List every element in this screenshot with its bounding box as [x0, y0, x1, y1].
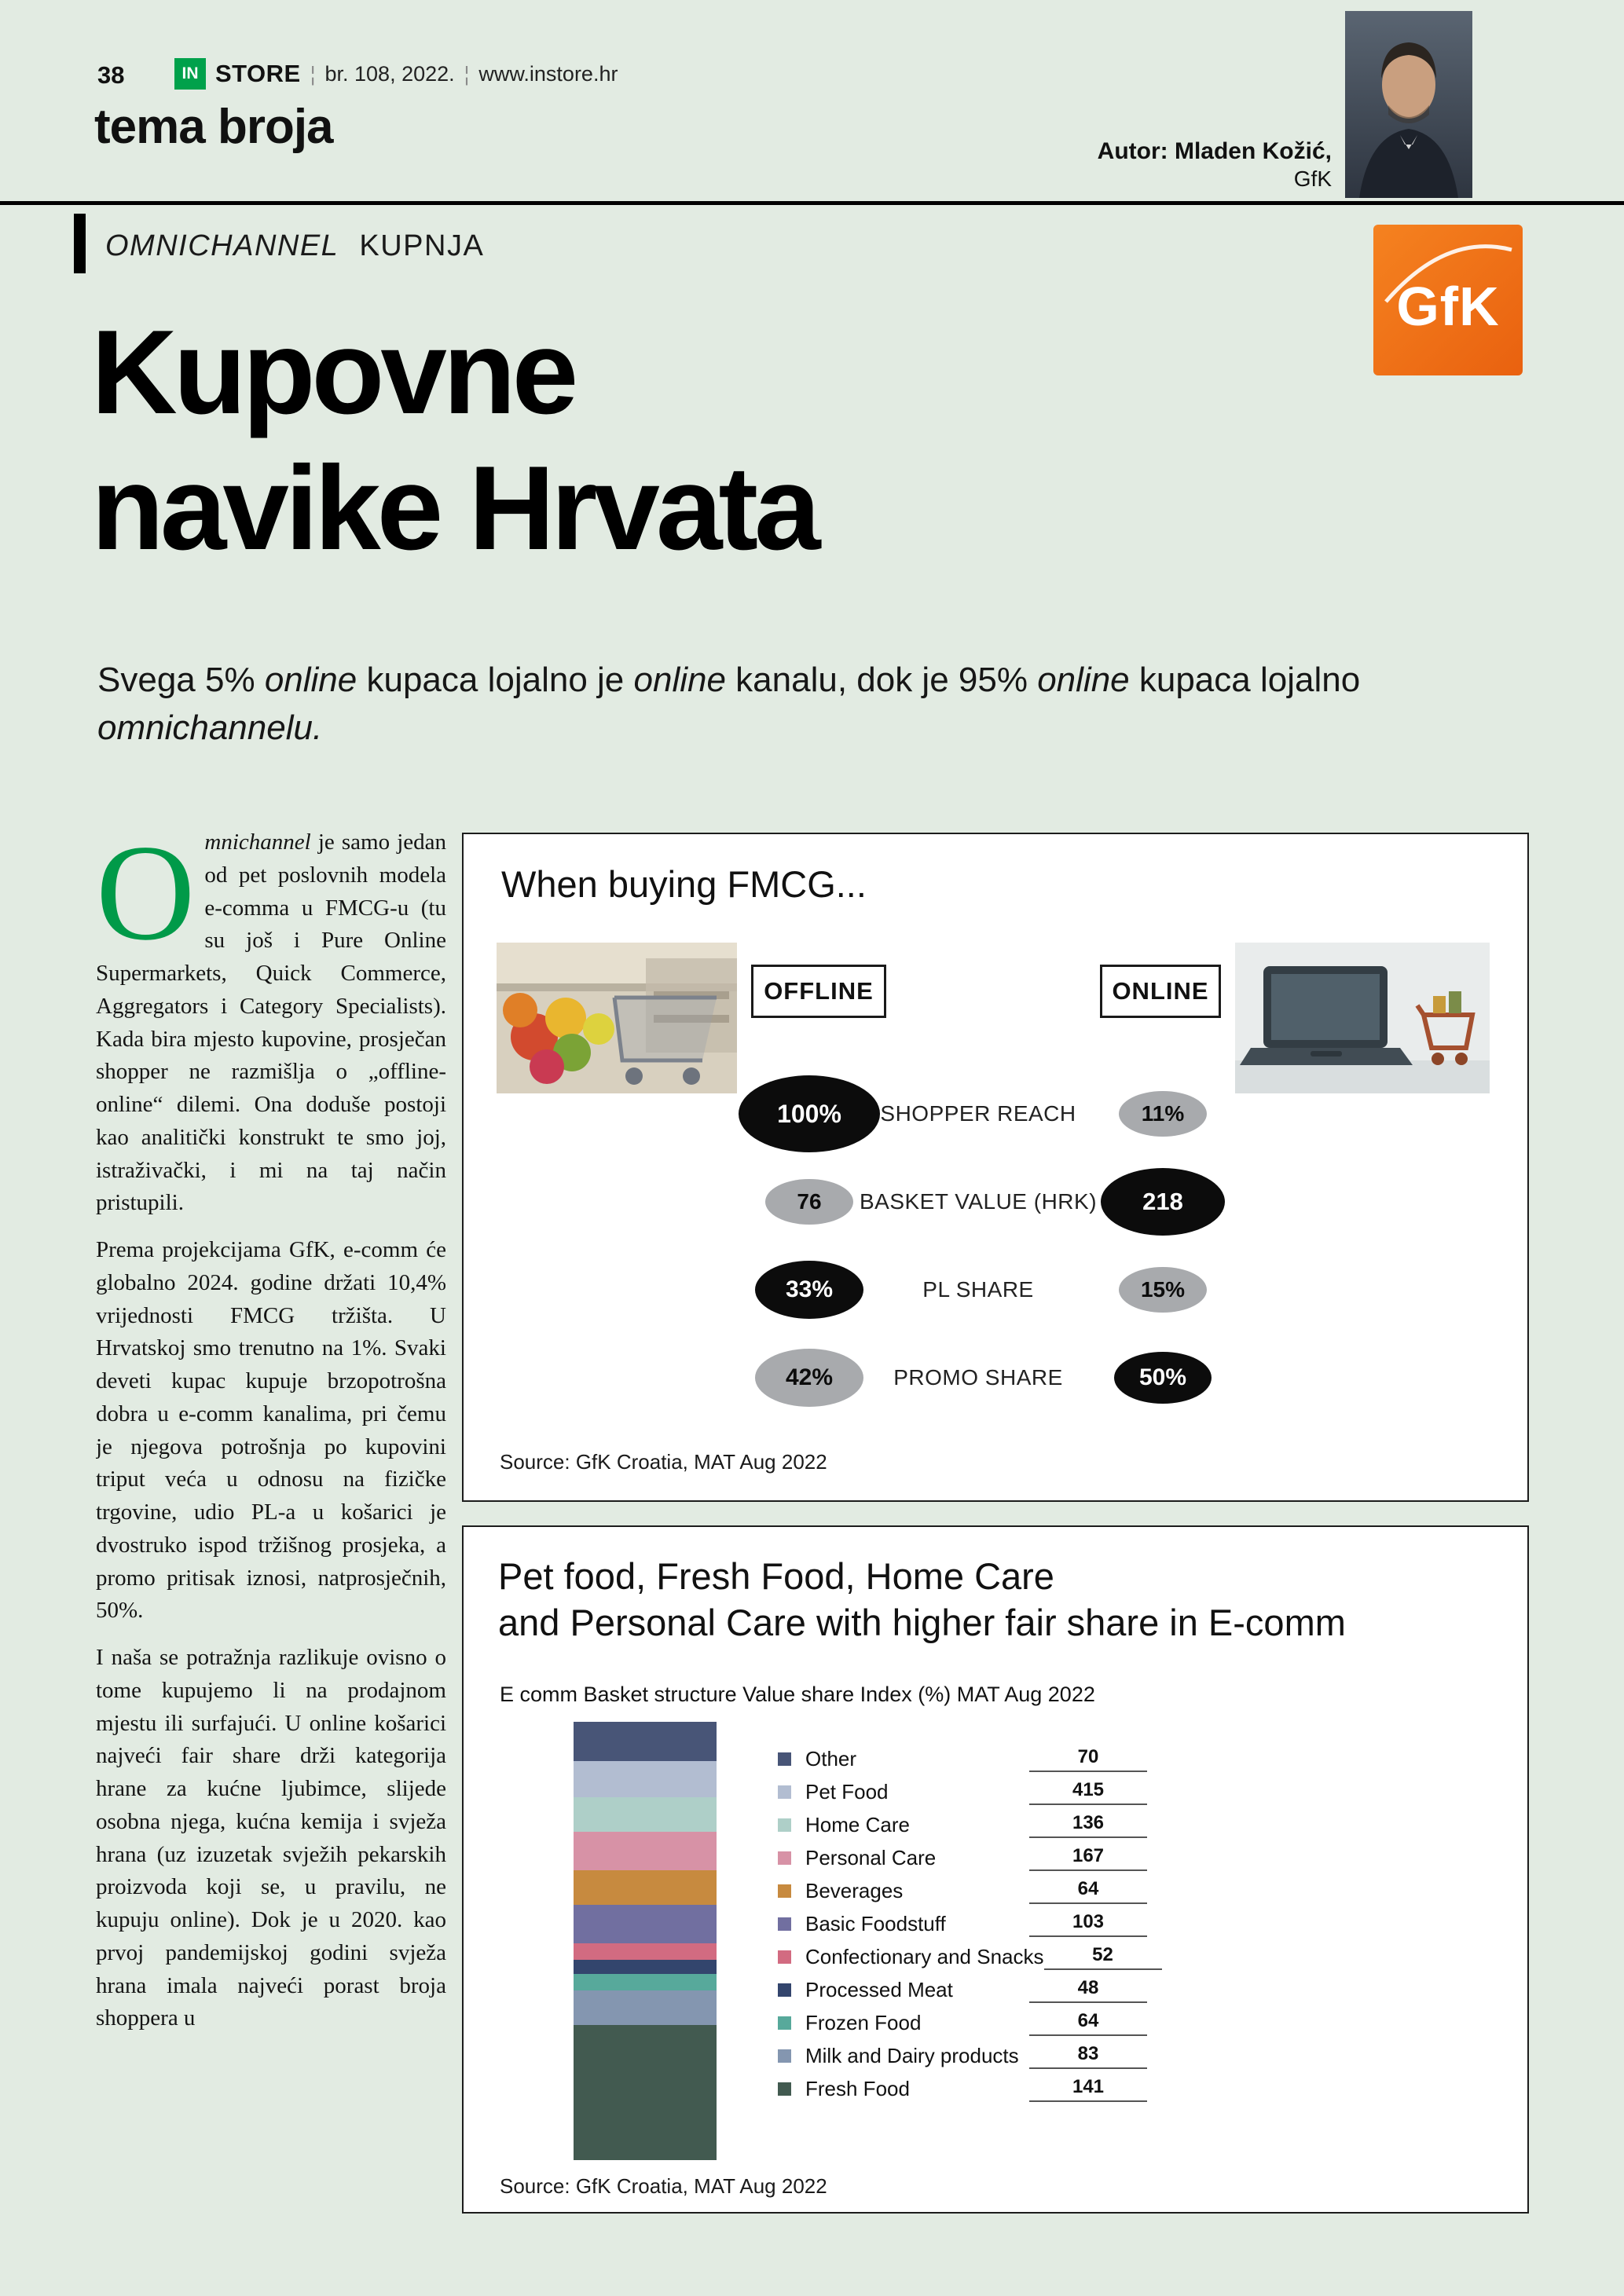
- author-credit: [1098, 138, 1332, 192]
- masthead: [174, 58, 618, 90]
- legend-row: [778, 1874, 1147, 1907]
- article-body: [96, 826, 446, 2240]
- offline-value-bubble: 76: [765, 1179, 853, 1225]
- metric-row: [464, 1070, 1527, 1158]
- legend-value: 167: [1029, 1845, 1147, 1871]
- kicker-accent-bar: [74, 214, 86, 273]
- metric-row: [464, 1158, 1527, 1246]
- bar-segment: [574, 1974, 717, 1990]
- metric-row: [464, 1246, 1527, 1334]
- legend-row: [778, 1808, 1147, 1841]
- legend-swatch: [778, 2049, 791, 2063]
- legend-swatch: [778, 2082, 791, 2096]
- author-photo: [1345, 11, 1472, 198]
- source-note: Source: GfK Croatia, MAT Aug 2022: [500, 1450, 827, 1474]
- legend-row: [778, 1907, 1147, 1940]
- bar-segment: [574, 1905, 717, 1944]
- paragraph: [96, 826, 446, 1220]
- online-value-bubble: 11%: [1119, 1091, 1207, 1137]
- legend-value: 52: [1044, 1944, 1162, 1970]
- legend-value: 141: [1029, 2076, 1147, 2102]
- legend-value: 64: [1029, 2010, 1147, 2036]
- legend-swatch: [778, 1818, 791, 1832]
- article-headline: [91, 305, 817, 577]
- metric-label: PROMO SHARE: [893, 1365, 1063, 1390]
- legend-label: Other: [805, 1746, 857, 1771]
- offline-header: OFFLINE: [751, 965, 886, 1018]
- paragraph: Prema projekcijama GfK, e-comm će globalno 2024. godine držati 10,4% vrijednosti FMCG tržišta. U Hrvatskoj smo trenutno na 1%. Svaki deveti kupac kupuje brzopotrošna dobra u e-comm kanalima, pri čemu je njegova potrošnja po kupovini triput veća u odnosu na fizičke trgovine, udio PL-a u košarici je dvostruko ispod tržišnog prosjeka, a promo pritisak iznosi, natprosječnih, 50%.: [96, 1237, 446, 1624]
- kicker-word-omnichannel: OMNICHANNEL: [105, 229, 339, 262]
- legend-swatch: [778, 1917, 791, 1931]
- chart-basket-structure: [462, 1525, 1529, 2214]
- lead-text: Svega 5%: [97, 661, 265, 699]
- offline-value-bubble: 33%: [755, 1261, 863, 1319]
- gfk-logo: [1373, 225, 1523, 375]
- section-title: tema broja: [94, 100, 333, 154]
- legend-label: Fresh Food: [805, 2076, 910, 2100]
- bar-segment: [574, 1832, 717, 1871]
- header-divider: [0, 201, 1624, 205]
- legend-value: 83: [1029, 2043, 1147, 2069]
- legend-row: [778, 2006, 1147, 2039]
- separator: ¦: [310, 61, 316, 86]
- bar-segment: [574, 1797, 717, 1831]
- instore-logo-icon: IN: [174, 58, 206, 90]
- legend-label: Pet Food: [805, 1779, 889, 1803]
- gfk-logo-text: GfK: [1396, 276, 1500, 337]
- kicker: [105, 229, 484, 263]
- author-name: Autor: Mladen Kožić,: [1097, 138, 1332, 164]
- chart-when-buying-fmcg: [462, 833, 1529, 1502]
- metric-label: SHOPPER REACH: [880, 1101, 1076, 1126]
- legend-row: [778, 1841, 1147, 1874]
- offline-value-bubble: 100%: [739, 1075, 880, 1152]
- instore-logo-text: STORE: [215, 60, 301, 87]
- legend-value: 136: [1029, 1812, 1147, 1838]
- lead-text: kupaca lojalno je: [357, 661, 634, 699]
- legend-label: Beverages: [805, 1878, 904, 1902]
- legend-value: 64: [1029, 1878, 1147, 1904]
- bar-segment: [574, 1943, 717, 1960]
- online-header: ONLINE: [1100, 965, 1221, 1018]
- issue-number: br. 108, 2022.: [324, 61, 455, 86]
- legend-swatch: [778, 1884, 791, 1898]
- bar-segment: [574, 1990, 717, 2026]
- source-note: Source: GfK Croatia, MAT Aug 2022: [500, 2174, 827, 2198]
- legend-swatch: [778, 1983, 791, 1997]
- legend-label: Personal Care: [805, 1845, 937, 1869]
- chart2-legend: [778, 1742, 1147, 2105]
- legend-value: 103: [1029, 1911, 1147, 1937]
- website-url: www.instore.hr: [478, 61, 618, 86]
- separator: ¦: [464, 61, 470, 86]
- online-value-bubble: 50%: [1114, 1352, 1212, 1404]
- page-number: 38: [97, 61, 125, 89]
- legend-label: Milk and Dairy products: [805, 2043, 1019, 2067]
- lead-text: omnichannelu.: [97, 708, 323, 747]
- legend-label: Basic Foodstuff: [805, 1911, 946, 1935]
- stacked-bar: [574, 1722, 717, 2160]
- lead-text: kanalu, dok je 95%: [725, 661, 1038, 699]
- lead-text: online: [264, 661, 357, 699]
- headline-line2: navike Hrvata: [91, 441, 817, 576]
- legend-value: 415: [1029, 1779, 1147, 1805]
- online-value-bubble: 218: [1101, 1168, 1225, 1236]
- legend-swatch: [778, 1752, 791, 1766]
- chart-subtitle: E comm Basket structure Value share Index (%) MAT Aug 2022: [500, 1683, 1095, 1706]
- bar-segment: [574, 1722, 717, 1761]
- bar-segment: [574, 2025, 717, 2160]
- bar-segment: [574, 1870, 717, 1904]
- chart-title-line2: and Personal Care with higher fair share in E-comm: [498, 1601, 1346, 1643]
- legend-swatch: [778, 1785, 791, 1799]
- metric-row: [464, 1334, 1527, 1422]
- legend-row: [778, 2039, 1147, 2072]
- kicker-word-kupnja: KUPNJA: [359, 229, 485, 262]
- legend-swatch: [778, 1950, 791, 1964]
- drop-cap: O: [96, 826, 196, 969]
- chart-title-line1: Pet food, Fresh Food, Home Care: [498, 1555, 1054, 1597]
- lead-paragraph: [97, 657, 1394, 752]
- legend-label: Frozen Food: [805, 2010, 922, 2034]
- bar-segment: [574, 1960, 717, 1973]
- legend-row: [778, 2072, 1147, 2105]
- author-organization: GfK: [1293, 167, 1332, 191]
- chart-title: [498, 1554, 1346, 1646]
- author-photo-illustration: [1345, 11, 1472, 198]
- legend-row: [778, 1775, 1147, 1808]
- offline-value-bubble: 42%: [755, 1349, 863, 1407]
- lead-text: online: [633, 661, 726, 699]
- bar-segment: [574, 1761, 717, 1798]
- lead-text: online: [1037, 661, 1130, 699]
- lead-text: kupaca lojalno: [1129, 661, 1361, 699]
- chart-title: When buying FMCG...: [501, 863, 867, 905]
- paragraph: I naša se potražnja razlikuje ovisno o tome kupujemo li na prodajnom mjestu ili surfajući. U online košarici najveći fair share drži kategorija hrane za kućne ljubimce, slijede osobna njega, kućna kemija i svježa hrana (uz izuzetak svježih pekarskih proizvoda koji se, u pravilu, ne kupuju online). Dok je u 2020. kao prvoj pandemijskoj godini svježa hrana imala najveći porast broja shoppera u: [96, 1645, 446, 2031]
- metric-label: BASKET VALUE (HRK): [859, 1189, 1098, 1214]
- paragraph-text: je samo jedan od pet poslovnih modela e-comma u FMCG-u (tu su još i Pure Online Supermarkets, Quick Commerce, Aggregators i Category Specialists). Kada bira mjesto kupovine, prosječan shopper ne razmišlja o „offline-online“ dilemi. Ona doduše postoji kao analitički konstrukt te smo joj, istraživački, i mi na taj način pristupili.: [96, 829, 446, 1216]
- paragraph-text: mnichannel: [204, 829, 311, 855]
- headline-line1: Kupovne: [91, 306, 575, 439]
- legend-row: [778, 1742, 1147, 1775]
- online-value-bubble: 15%: [1119, 1267, 1207, 1313]
- legend-label: Processed Meat: [805, 1977, 953, 2001]
- legend-swatch: [778, 2016, 791, 2030]
- metric-label: PL SHARE: [922, 1277, 1034, 1302]
- legend-label: Confectionary and Snacks: [805, 1944, 1044, 1968]
- legend-value: 70: [1029, 1746, 1147, 1772]
- legend-row: [778, 1973, 1147, 2006]
- legend-value: 48: [1029, 1977, 1147, 2003]
- legend-swatch: [778, 1851, 791, 1865]
- legend-label: Home Care: [805, 1812, 910, 1836]
- metrics: [464, 1070, 1527, 1422]
- legend-row: [778, 1940, 1147, 1973]
